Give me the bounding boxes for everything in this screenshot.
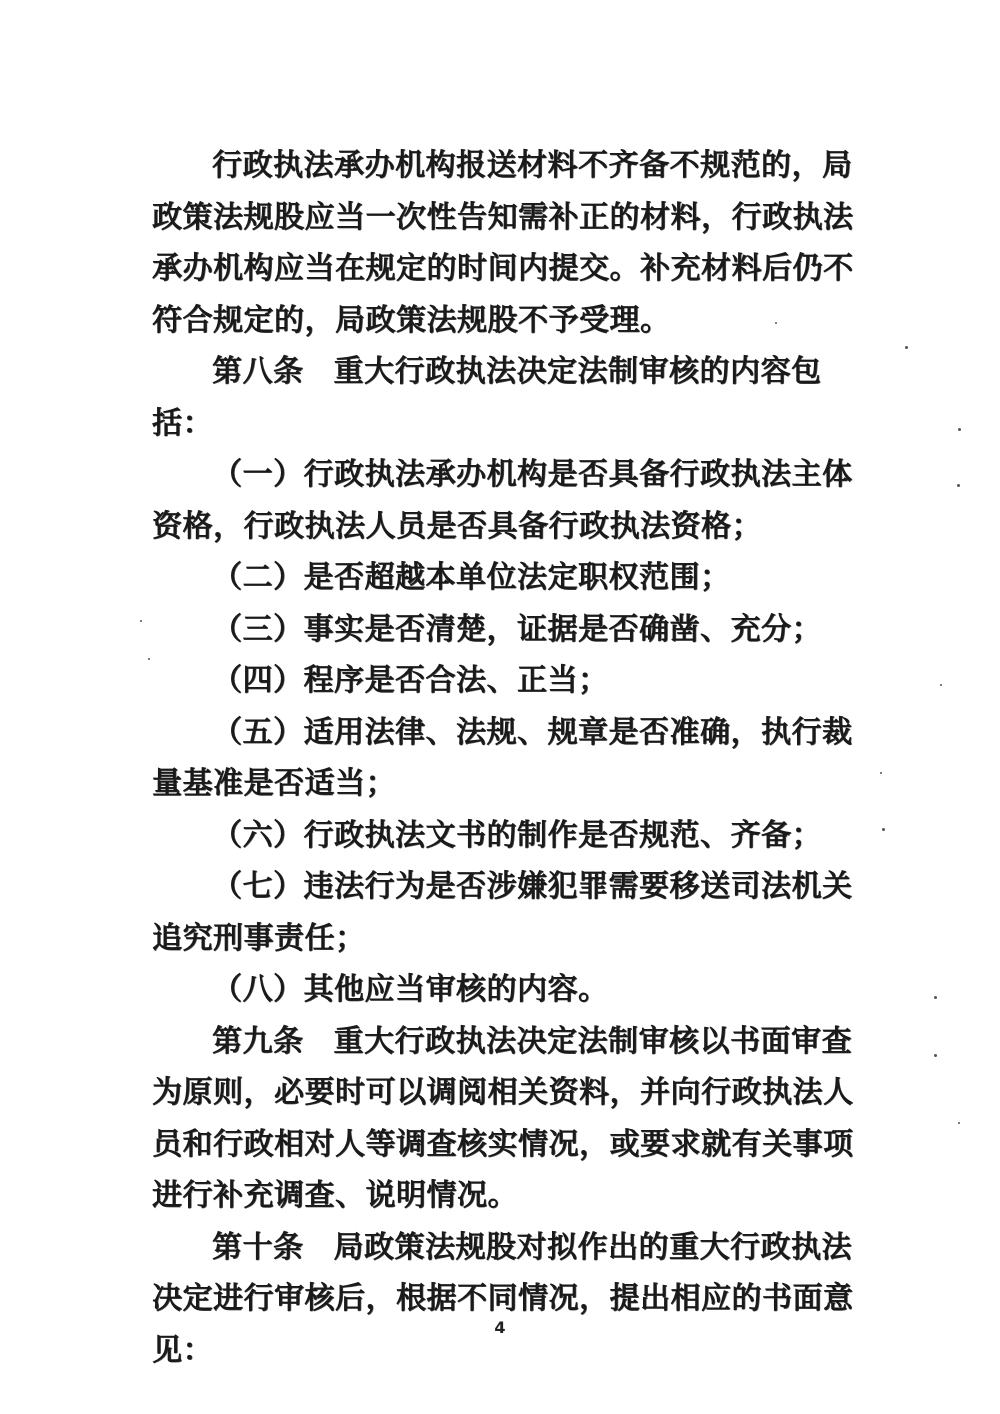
scan-speck xyxy=(934,1054,937,1057)
paragraph-incomplete-materials xyxy=(152,140,872,346)
review-item-5 xyxy=(152,707,872,810)
article-number: 第八条 xyxy=(212,354,304,389)
scan-speck xyxy=(140,620,142,622)
paragraph-text: 重大行政执法决定法制审核以书面审查为原则，必要时可以调阅相关资料，并向行政执法人员和行政相对人等调查核实情况，或要求就有关事项进行补充调查、说明情况。 xyxy=(152,1023,854,1213)
paragraph-text: （六）行政执法文书的制作是否规范、齐备； xyxy=(212,817,822,853)
article-9 xyxy=(152,1016,872,1222)
paragraph-text: （三）事实是否清楚，证据是否确凿、充分； xyxy=(212,611,822,647)
review-item-7 xyxy=(152,861,872,964)
paragraph-text: （五）适用法律、法规、规章是否准确，执行裁量基准是否适当； xyxy=(152,714,853,801)
paragraph-text: （二）是否超越本单位法定职权范围； xyxy=(212,560,731,595)
article-8-heading xyxy=(152,346,872,449)
review-item-2 xyxy=(152,552,872,604)
scan-speck xyxy=(958,1122,960,1124)
paragraph-text: 重大行政执法决定法制审核的内容包括： xyxy=(152,354,822,441)
scan-speck xyxy=(880,772,882,774)
scan-speck xyxy=(958,428,961,431)
scan-speck xyxy=(148,658,150,660)
scan-speck xyxy=(775,322,777,324)
review-item-1 xyxy=(152,449,872,552)
scan-speck xyxy=(905,346,908,349)
paragraph-text: （一）行政执法承办机构是否具备行政执法主体资格，行政执法人员是否具备行政执法资格； xyxy=(152,457,853,544)
paragraph-text: 行政执法承办机构报送材料不齐备不规范的，局政策法规股应当一次性告知需补正的材料，行政执法承办机构应当在规定的时间内提交。补充材料后仍不符合规定的，局政策法规股不予受理。 xyxy=(152,148,854,338)
paragraph-text: （七）违法行为是否涉嫌犯罪需要移送司法机关追究刑事责任； xyxy=(152,869,853,956)
review-item-6 xyxy=(152,810,872,862)
review-item-3 xyxy=(152,604,872,656)
scan-speck xyxy=(882,828,885,831)
review-item-4 xyxy=(152,655,872,707)
scan-speck xyxy=(940,684,942,686)
article-number: 第十条 xyxy=(212,1229,304,1265)
scan-speck xyxy=(934,996,937,999)
paragraph-text: 局政策法规股对拟作出的重大行政执法决定进行审核后，根据不同情况，提出相应的书面意见： xyxy=(152,1229,854,1368)
review-item-8 xyxy=(152,964,872,1016)
article-10 xyxy=(152,1222,872,1377)
paragraph-text: （四）程序是否合法、正当； xyxy=(212,663,609,698)
article-number: 第九条 xyxy=(212,1023,304,1059)
document-body xyxy=(152,140,872,1376)
paragraph-text: （八）其他应当审核的内容。 xyxy=(212,972,609,1007)
scan-speck xyxy=(957,484,960,487)
page-number: 4 xyxy=(494,1318,506,1337)
